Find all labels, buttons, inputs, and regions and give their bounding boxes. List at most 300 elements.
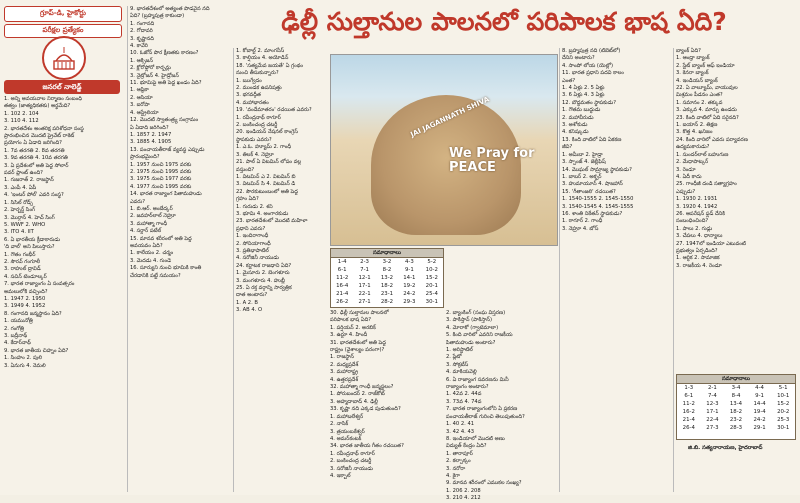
answer-cell: 9-1 (755, 393, 764, 399)
question-line: గ్రహం ఏది? (236, 196, 259, 203)
question-line: 2. 1975 నుంచి 1995 వరకు (130, 168, 192, 175)
answer-row (677, 400, 795, 408)
question-line: 1. గౌతం గంభీర్ (4, 251, 36, 258)
question-line: 1. ఆంధ్రా బ్యాంక్ (676, 55, 710, 62)
answer-table-2-header: సమాధానాలు (677, 375, 795, 384)
question-line: 2. బంకించంద్ర చటర్జీ (330, 458, 372, 465)
answer-cell: 5-1 (778, 385, 788, 391)
question-line: 2. స్టేట్ బ్యాంక్ ఆఫ్ ఇండియా (676, 62, 735, 69)
question-line: 4. సర్దార్ పటేల్ (130, 228, 162, 235)
question-line: పితామహుడు అంటారు? (446, 339, 496, 346)
question-line: తత్వం (జాత్యధికతకు) అర్థమేది? (4, 103, 71, 110)
question-line: 2. బంకించంద్ర చటర్జీ (236, 122, 278, 129)
question-column-1 (4, 96, 124, 492)
question-line: 25. గాంధీజీ దండి సత్యాగ్రహం (676, 181, 737, 188)
question-line: 3. 110 4. 112 (4, 118, 39, 125)
question-line: దేనిని అంటారు? (562, 55, 595, 62)
answer-table-1-grid (331, 258, 443, 306)
question-line: 3. భగవద్గీత (236, 92, 261, 99)
question-line: 16. సూర్యుని నుంచి భూమికి కాంతి (130, 265, 202, 272)
question-line: 3. చేపలు 4. ధాన్యాలు (676, 233, 723, 240)
question-line: సంబంధించింది? (676, 218, 709, 225)
question-line: 23. కింది వాటిలో ఏది సరైనది? (676, 114, 739, 121)
answer-row (331, 274, 443, 282)
question-line: 15. 'గీతాంజలి' రచయిత? (562, 188, 616, 195)
answer-cell: 19-4 (753, 409, 766, 415)
question-line: 1. బి.ఆర్. అంబేద్కర్ (130, 205, 173, 212)
answer-cell: 10-2 (425, 267, 438, 273)
answer-cell: 22-1 (358, 291, 371, 297)
question-line: దాత అంటారు? (236, 292, 268, 299)
question-line: 30. ఢిల్లీ సుల్తానుల పాలనలో (330, 310, 389, 316)
question-line: 3. మంగళూరు 4. హుబ్లీ (236, 277, 285, 284)
question-line: 1. 1947 2. 1950 (4, 295, 46, 302)
question-line: 'ది వాల్' అని పిలుస్తారు? (4, 244, 55, 251)
answer-table-2-grid (677, 384, 795, 432)
answer-cell: 2-3 (360, 259, 369, 265)
question-line: 1. 1540-1555 2. 1545-1550 (562, 196, 634, 203)
question-line: 1. కోబాల్ట్ 2. మాంగనీస్ (236, 48, 285, 54)
answer-cell: 29-3 (403, 299, 416, 305)
question-line: 3. రాజకీయ 4. రెండూ (676, 262, 722, 269)
question-line: 7. భారత రాజ్యాంగంలోని ఏ ప్రకరణ (446, 406, 518, 413)
question-column-7 (676, 48, 796, 370)
question-line: మిశ్రమం పీడనం ఎంత? (676, 92, 723, 99)
question-line: 4. సచిన్ టెండూల్కర్ (4, 273, 47, 280)
question-line: 1. మైసూరు 2. బెంగళూరు (236, 270, 290, 277)
answer-cell: 14-1 (403, 275, 416, 281)
question-line: 8. ఇండియాలో మొదటి అణు (446, 435, 505, 442)
question-line: 1. ఎ.ఓ. హ్యూమ్ 2. గాంధీ (236, 144, 292, 151)
question-line: 2. ముండక ఉపనిషత్తు (236, 85, 282, 92)
answer-cell: 1-4 (337, 259, 347, 265)
question-line: 1. రాజస్థాన్ (330, 354, 355, 361)
question-line: 2. మేధాపాట్కర్ (676, 159, 709, 166)
question-line: 1. ఠాగూర్ 2. గాంధీ (562, 218, 603, 225)
answer-cell: 18-2 (380, 283, 394, 289)
question-line: 3. ఏ ప్రదేశంలో అతి పెద్ద సోలార్ (4, 162, 69, 169)
question-line: 4. సరోజినీ నాయుడు (236, 255, 279, 262)
question-line: చేరడానికి పట్టే సమయం? (130, 272, 181, 279)
question-line: 4. కనిష్కుడు (562, 129, 589, 136)
question-line: 1. రవీంద్రనాథ్ ఠాగూర్ (330, 450, 375, 457)
question-line: 9. భారతదేశంలో అత్యంత పొడవైన నది (130, 6, 210, 12)
question-line: 26. ఆపరేషన్ ఫ్లడ్ దేనికి (676, 210, 725, 217)
answer-cell: 18-2 (729, 409, 743, 415)
question-line: 12. బౌద్ధమతం స్థాపకుడు? (562, 99, 616, 106)
question-line: 18. 'సత్యమేవ జయతే' ఏ గ్రంథం (236, 62, 304, 69)
question-line: 1. సింహం 2. పులి (4, 355, 43, 362)
question-line: 7. భారత రాజ్యాంగం ఏ సంవత్సరం (4, 281, 75, 288)
page-headline: ఢిల్లీ సుల్తానుల పాలనలో పరిపాలక భాష ఏది? (281, 7, 727, 36)
question-line: 4. కేదార్‌నాథ్ (4, 340, 31, 347)
answer-cell: 20-2 (777, 409, 790, 415)
question-line: 3. కాల్షియం 4. అయోడిన్ (236, 55, 289, 62)
answer-cell: 17-1 (358, 283, 371, 289)
answer-cell: 6-1 (337, 267, 347, 273)
question-line: 1. 1957 నుంచి 1975 వరకు (130, 161, 192, 168)
author-credit: జి.బి. సత్యనారాయణ, హైదరాబాద్ (688, 445, 763, 451)
question-line: 4. ఇక్బాల్ (330, 472, 351, 479)
question-line: అవయవం ఏది? (130, 243, 163, 249)
question-line: వస్తుంది? (236, 166, 255, 173)
question-line: 2. జవహర్‌లాల్ నెహ్రూ (130, 213, 176, 220)
question-line: 1. ఇందిరాగాంధీ (236, 233, 269, 240)
question-line: 14. భారత రాజ్యాంగ పితామహుడు (130, 191, 202, 198)
answer-row (677, 408, 795, 416)
question-line: 8. బ్రహ్మపుత్ర నది (టిబెట్‌లో) (562, 48, 621, 54)
question-line: 3. ITO 4. IIT (4, 229, 34, 236)
question-line: రాష్ట్రం (వైశాల్యం పరంగా)? (330, 347, 385, 354)
question-line: 2. గంగోత్రి (4, 325, 25, 332)
question-line: 3. బద్రీనాథ్ (4, 333, 28, 339)
question-line: బ్యాంక్ ఏది? (676, 48, 701, 54)
question-line: 1. ఐయాన్ 2. తిక్షణ (676, 122, 718, 129)
question-line: 3. మొర్గాన్ 4. హెచ్ సింగ్ (4, 214, 55, 221)
question-line: 3. మహాత్మా గాంధీ (130, 220, 168, 227)
question-line: 14. మొఘల్ సామ్రాజ్య స్థాపకుడు? (562, 166, 632, 173)
question-line: ప్రారంభించిన మొదటి ప్రైవేట్ రాకెట్ (4, 133, 75, 140)
answer-cell: 15-2 (777, 401, 790, 407)
answer-cell: 25-3 (777, 417, 790, 423)
question-line: 3. పాకిస్తాన్ (పాకిస్తాన్) (446, 317, 493, 324)
logo-mid-label: పరీక్షల ప్రత్యేకం (4, 24, 122, 38)
answer-row (331, 298, 443, 306)
question-line: 13. కింది వాటిలో ఏది ఏకకణ (562, 136, 622, 143)
question-line: 1. అన్ని అవయవాల నిర్మాణం సంబంధి (4, 96, 82, 102)
question-line: 1. ఆర్ధిక 2. సామాజిక (676, 255, 720, 262)
question-line: ఎవరు? (130, 198, 146, 205)
answer-cell: 3-4 (731, 385, 741, 391)
question-line: 3. ఎక్కువ 4. మార్పు ఉండదు (676, 107, 737, 114)
question-line: 3. ఏనుగు 4. నెమలి (4, 362, 46, 369)
answer-cell: 7-4 (707, 393, 717, 399)
sand-art-photo (330, 54, 558, 246)
answer-cell: 28-3 (729, 425, 743, 431)
question-column-2 (130, 6, 232, 492)
question-line: 1. ఋగ్వేదం (236, 77, 262, 84)
question-column-5 (446, 310, 558, 502)
question-line: 24. కర్ణాటక రాజధాని ఏది? (236, 262, 292, 269)
question-line: 4. సాంపో లోయ (యెల్లో) (562, 62, 613, 69)
question-line: ఉద్యమకారుడు? (676, 144, 710, 151)
question-line: 1. సమానం 2. తక్కువ (676, 99, 723, 106)
answer-cell: 19-2 (403, 283, 416, 289)
question-line: 1. అమీబా 2. హైడ్రా (562, 151, 603, 158)
question-line: 23. భారతదేశంలో మొదటి మహిళా (236, 218, 308, 225)
question-line: 1. పాలు 2. గుడ్లు (676, 225, 713, 232)
answer-cell: 24-2 (403, 291, 416, 297)
answer-cell: 23-1 (380, 291, 394, 297)
question-line: 3. 1975 నుంచి 1977 వరకు (130, 176, 192, 183)
question-line: 1. గంగానది (130, 20, 155, 27)
photo-arc-text: JAI JAGANNATH SHIVA (409, 95, 491, 139)
question-line: 4. కావేరి (130, 43, 148, 50)
question-line: 3. సరోజినీ నాయుడు (330, 465, 373, 472)
question-line: 2. నాసిక్ (330, 421, 349, 428)
question-line: 31. భారతదేశంలో అతి పెద్ద (330, 339, 386, 346)
column-divider (559, 48, 560, 492)
question-line: 1. గురుడు 2. శని (236, 203, 273, 210)
question-line: 3. 6 ఏళ్లు 4. 3 ఏళ్లు (562, 92, 605, 99)
answer-row (331, 282, 443, 290)
question-line: 1. ఆఫ్రికా (130, 87, 149, 94)
question-line: 3. కెనరా బ్యాంక్ (676, 70, 709, 77)
question-line: 2. భారతదేశం అంతరిక్ష పరిశోధనా సంస్థ (4, 125, 84, 132)
answer-cell: 17-1 (706, 409, 719, 415)
question-line: 20. ఇండియన్ నేషనల్ కాంగ్రెస్ (236, 129, 298, 136)
question-line: 21. పాల్ ఏ విటమిన్ లోపం వల్ల (236, 159, 302, 166)
question-line: ప్రధాని ఎవరు? (236, 225, 266, 232)
question-line: 1. 1857 2. 1947 (130, 131, 172, 138)
question-line: 3. మహారాష్ట్ర (330, 369, 358, 376)
answer-cell: 16-4 (336, 283, 349, 289)
question-line: 3. తిలక్ 4. నెహ్రూ (236, 151, 274, 158)
answer-cell: 6-1 (684, 393, 694, 399)
question-line: 1. 206 2. 208 (446, 487, 481, 494)
question-line: 3. 73వ 4. 74వ (446, 398, 482, 405)
answer-cell: 9-1 (404, 267, 414, 273)
question-line: 3. 1949 4. 1952 (4, 303, 46, 310)
question-line: 1. 7వ తరగతి 2. 8వ తరగతి (4, 147, 65, 154)
question-line: 1. యమునోత్రి (4, 318, 33, 325)
question-line: 1. తారాపూర్ (446, 450, 473, 457)
answer-row (677, 384, 795, 392)
question-column-4 (330, 310, 442, 492)
answer-cell: 23-2 (729, 417, 743, 423)
question-line: 27. 1947లో ఇండియా ఎటువంటి (676, 240, 746, 247)
question-line: పవర్ ప్లాంట్ ఉంది? (4, 170, 43, 177)
question-line: 9. భారత జాతీయ చిహ్నం ఏది? (4, 347, 69, 354)
question-line: 1. పర్షియన్ 2. అరబిక్ (330, 324, 376, 331)
question-line: 3. 1885 4. 1905 (130, 139, 172, 146)
question-line: 5. కింది వారిలో ఎవరిని రాజకీయ (446, 332, 513, 339)
question-line: 3. సోక్రటీస్ (446, 361, 469, 368)
question-line: 6. ఏ రాజ్యాంగ సవరణను మినీ (446, 376, 509, 383)
question-line: విద్యుత్ కేంద్రం ఏది? (446, 443, 487, 450)
question-line: 1. అరిస్టాటిల్ (446, 347, 473, 354)
answer-cell: 4-4 (755, 385, 764, 391)
answer-cell: 2-1 (707, 385, 717, 391)
question-line: 3. కొత్త 4. ఖనిజం (676, 129, 713, 136)
question-line: 4. ఉత్తరప్రదేశ్ (330, 376, 359, 383)
question-column-3 (236, 48, 328, 492)
question-line: 15. మానవ శరీరంలో అతి పెద్ద (130, 235, 192, 242)
answer-cell: 5-2 (427, 259, 437, 265)
question-line: 1. పోరుబందర్ 2. రాజ్‌కోట్ (330, 391, 385, 398)
answer-cell: 14-4 (753, 401, 766, 407)
question-line: ఎంత? (562, 77, 576, 84)
question-line: 2. మహావీరుడు (562, 114, 594, 121)
question-line: 4. మోరాకో (గ్వాటెమాలా) (446, 324, 499, 331)
section-logo (4, 6, 122, 92)
question-line: 19. 'వందేమాతరం' రచయిత ఎవరు? (236, 107, 312, 114)
question-line: 8. గంగానది జన్మస్థానం ఏది? (4, 310, 62, 317)
answer-cell: 29-1 (753, 425, 766, 431)
question-line: నుంచి తీసుకున్నారు? (236, 70, 279, 77)
answer-cell: 1-3 (684, 385, 694, 391)
question-line: ఎప్పుడు? (676, 188, 696, 195)
column-divider (233, 48, 234, 492)
question-line: 3. రాహుల్ ద్రావిడ్ (4, 266, 41, 273)
question-line: 2. కల్పాక్కం (446, 458, 471, 465)
question-line: 3. కృష్ణానది (130, 35, 154, 42)
answer-cell: 21-4 (336, 291, 349, 297)
question-line: 4. మాకియవెల్లి (446, 369, 477, 376)
question-line: 3. ఐరోపా (130, 102, 150, 109)
question-line: 13. పంచాయతీరాజ్ వ్యవస్థ ఎప్పుడు (130, 146, 205, 153)
question-line: 2. మధ్యప్రదేశ్ (330, 361, 359, 368)
question-line: 2. గోదావరి (130, 28, 153, 35)
question-line: 4. మహాభారతం (236, 99, 269, 106)
answer-cell: 22-4 (706, 417, 719, 423)
question-line: 3. ఉర్దూ 4. హిందీ (330, 332, 368, 339)
question-line: 4. కైగా (446, 472, 461, 479)
question-line: 3. స్పాంజ్ 4. జెల్లీఫిష్ (562, 159, 606, 166)
question-column-6 (562, 48, 672, 492)
answer-cell: 30-1 (777, 425, 790, 431)
answer-cell: 20-1 (425, 283, 438, 289)
question-line: 1. సుందర్‌లాల్ బహుగుణ (676, 151, 729, 158)
question-line: 3. 1540-1545 4. 1545-1555 (562, 203, 634, 210)
question-line: 3. విటమిన్ సి 4. విటమిన్ డి (236, 181, 296, 188)
question-line: 24. కింది వారిలో ఎవరు పర్యావరణ (676, 136, 748, 143)
question-line: 1. మహాబలేశ్వర్ (330, 413, 364, 420)
answer-cell: 11-2 (682, 401, 695, 407)
question-line: 1. 102 2. 104 (4, 110, 39, 117)
question-line: 2. సౌరవ్ గంగూలీ (4, 258, 41, 265)
question-line: 12. మొదటి స్వాతంత్ర్య సంగ్రామం (130, 117, 199, 124)
question-line: 1. గుజరాత్ 2. రాజస్థాన్ (4, 177, 54, 184)
question-line: 6. ఏ భారతీయ క్రీడాకారుడు (4, 236, 60, 243)
question-line: 22. ఏ వాల్యూమ్, వాయువుల (676, 85, 738, 92)
answer-cell: 10-1 (777, 393, 790, 399)
answer-cell: 26-2 (336, 299, 349, 305)
question-line: 2. ఆసియా (130, 94, 153, 101)
question-line: ప్రారంభమైంది? (130, 154, 160, 161)
question-line: 1. 42వ 2. 44వ (446, 391, 482, 398)
question-line: 4. ఆస్ట్రేలియా (130, 109, 159, 116)
question-line: 16. శాంతి నికేతన్ స్థాపకుడు? (562, 210, 623, 217)
question-line: 1. 1930 2. 1931 (676, 196, 718, 203)
question-line: 5. WWF 2. WHO (4, 221, 46, 228)
question-line: 4. అమర్‌కంటక్ (330, 435, 362, 442)
answer-cell: 3-2 (382, 259, 392, 265)
answer-table-2 (676, 374, 796, 440)
question-line: 1. గౌతమ బుద్ధుడు (562, 107, 601, 114)
question-line: 2. బ్యాంకింగ్ (సంఘ విస్తరణ) (446, 310, 506, 316)
question-line: ఏది? (బ్రహ్మపుత్ర కాకుండా) (130, 13, 185, 20)
question-line: 3. నైట్రోజన్ 4. హైడ్రోజన్ (130, 72, 179, 79)
question-line: 1. 4 ఏళ్లు 2. 5 ఏళ్లు (562, 85, 605, 92)
column-divider (127, 6, 128, 492)
question-line: 32. మహాత్మా గాంధీ జన్మస్థలం? (330, 384, 394, 391)
question-line: అమలులోకి వచ్చింది? (4, 288, 48, 295)
question-line: 3. రెండూ (676, 166, 696, 173)
logo-bottom-label: జనరల్ నాలెడ్జ్ (4, 80, 120, 94)
question-line: 4. 1977 నుంచి 1995 వరకు (130, 183, 192, 190)
question-line: 22. సౌరకుటుంబంలో అతి పెద్ద (236, 188, 298, 195)
answer-cell: 21-4 (682, 417, 695, 423)
photo-main-text: We Pray for PEACE (449, 146, 535, 175)
question-line: 4. ఏదీ కాదు (676, 173, 702, 180)
question-line: 2. హెర్బర్ట్ సింగ్ (4, 207, 36, 214)
question-line: పంచాయతీరాజ్ గురించి తెలుపుతుంది? (446, 413, 525, 420)
answer-table-1-header: సమాధానాలు (331, 249, 443, 258)
question-line: 3. AB 4. O (236, 307, 263, 314)
answer-row (677, 416, 795, 424)
question-line: 10. ఓజోన్ పొర క్షీణతకు కారణం? (130, 50, 199, 57)
question-line: 3. భూమి 4. అంగారకుడు (236, 210, 289, 217)
answer-cell: 26-4 (682, 425, 695, 431)
question-line: 2. క్లోరోఫ్లోరో కార్బన్లు (130, 65, 171, 72)
question-line: 4. 'ఇంటర్ పోల్' ఎవరి సంస్థ? (4, 192, 64, 199)
question-line: 3. అశోకుడు (562, 122, 588, 129)
question-line: 1. ఆక్సిజన్ (130, 57, 153, 64)
answer-row (331, 290, 443, 298)
question-line: 2. ప్లేటో (446, 354, 462, 361)
question-line: 9. మానవ శరీరంలో ఎముకల సంఖ్య? (446, 480, 522, 487)
question-line: 25. ఏ రక్త వర్గాన్ని సార్వత్రిక (236, 285, 292, 291)
question-line: 1. సిసిల్ రోడ్స్ (4, 199, 33, 206)
answer-cell: 4-3 (404, 259, 414, 265)
answer-cell: 12-1 (358, 275, 371, 281)
answer-cell: 25-4 (425, 291, 438, 297)
question-line: రాజ్యాంగం అంటారు? (446, 384, 489, 391)
question-line: 33. కృష్ణా నది ఎక్కడ పుడుతుంది? (330, 406, 401, 413)
question-line: 3. 42 4. 43 (446, 428, 475, 435)
question-line: ఏ ఏడాది జరిగింది? (130, 124, 169, 131)
question-line: 3. అహ్మదాబాద్ 4. ఢిల్లీ (330, 398, 378, 405)
question-line: 3. ఎంపీ 4. ఏపీ (4, 184, 37, 191)
answer-row (331, 258, 443, 266)
question-line: 34. భారత జాతీయ గీతం రచయిత? (330, 443, 404, 450)
answer-cell: 13-4 (729, 401, 743, 407)
question-line: ప్రభుత్వం ఏర్పడింది? (676, 247, 718, 254)
question-line: 3. త్రయంబకేశ్వర్ (330, 428, 365, 435)
answer-row (331, 266, 443, 274)
question-line: 1. A 2. B (236, 299, 258, 306)
answer-cell: 15-2 (425, 275, 438, 281)
question-line: 3. మెదడు 4. గుండె (130, 257, 171, 264)
question-line: 3. నరోరా (446, 465, 466, 472)
question-line: 1. బాబర్ 2. అక్బర్ (562, 173, 602, 180)
question-line: 1. 40 2. 41 (446, 421, 475, 428)
answer-table-1 (330, 248, 444, 308)
answer-cell: 24-2 (753, 417, 766, 423)
answer-cell: 12-3 (706, 401, 719, 407)
question-line: 3. హుమాయూన్ 4. షాజహాన్ (562, 181, 623, 188)
logo-top-label: గ్రూప్-డి, హైకోర్టు (4, 6, 122, 22)
question-line: పరిపాలక భాష ఏది? (330, 317, 371, 324)
question-line: 3. ప్రతిభాపాటిల్ (236, 247, 269, 254)
question-line: 11. భూమిపై అతి పెద్ద ఖండం ఏది? (130, 80, 202, 87)
answer-cell: 27-1 (358, 299, 371, 305)
answer-cell: 8-4 (731, 393, 741, 399)
answer-cell: 27-3 (706, 425, 719, 431)
question-line: 1. కాలేయం 2. చర్మం (130, 250, 174, 257)
answer-cell: 28-2 (380, 299, 394, 305)
question-line: 3. 9వ తరగతి 4. 10వ తరగతి (4, 155, 68, 162)
answer-cell: 13-2 (380, 275, 394, 281)
question-line: 3. 1920 4. 1942 (676, 203, 718, 210)
question-line: 3. నెహ్రూ 4. బోస్ (562, 225, 599, 232)
question-line: 3. 210 4. 212 (446, 495, 481, 502)
question-line: 2. సోనియాగాంధీ (236, 240, 271, 247)
question-line: స్థాపకుడు ఎవరు? (236, 136, 272, 143)
answer-row (677, 392, 795, 400)
question-line: 1. రవీంద్రనాథ్ ఠాగూర్ (236, 114, 281, 121)
